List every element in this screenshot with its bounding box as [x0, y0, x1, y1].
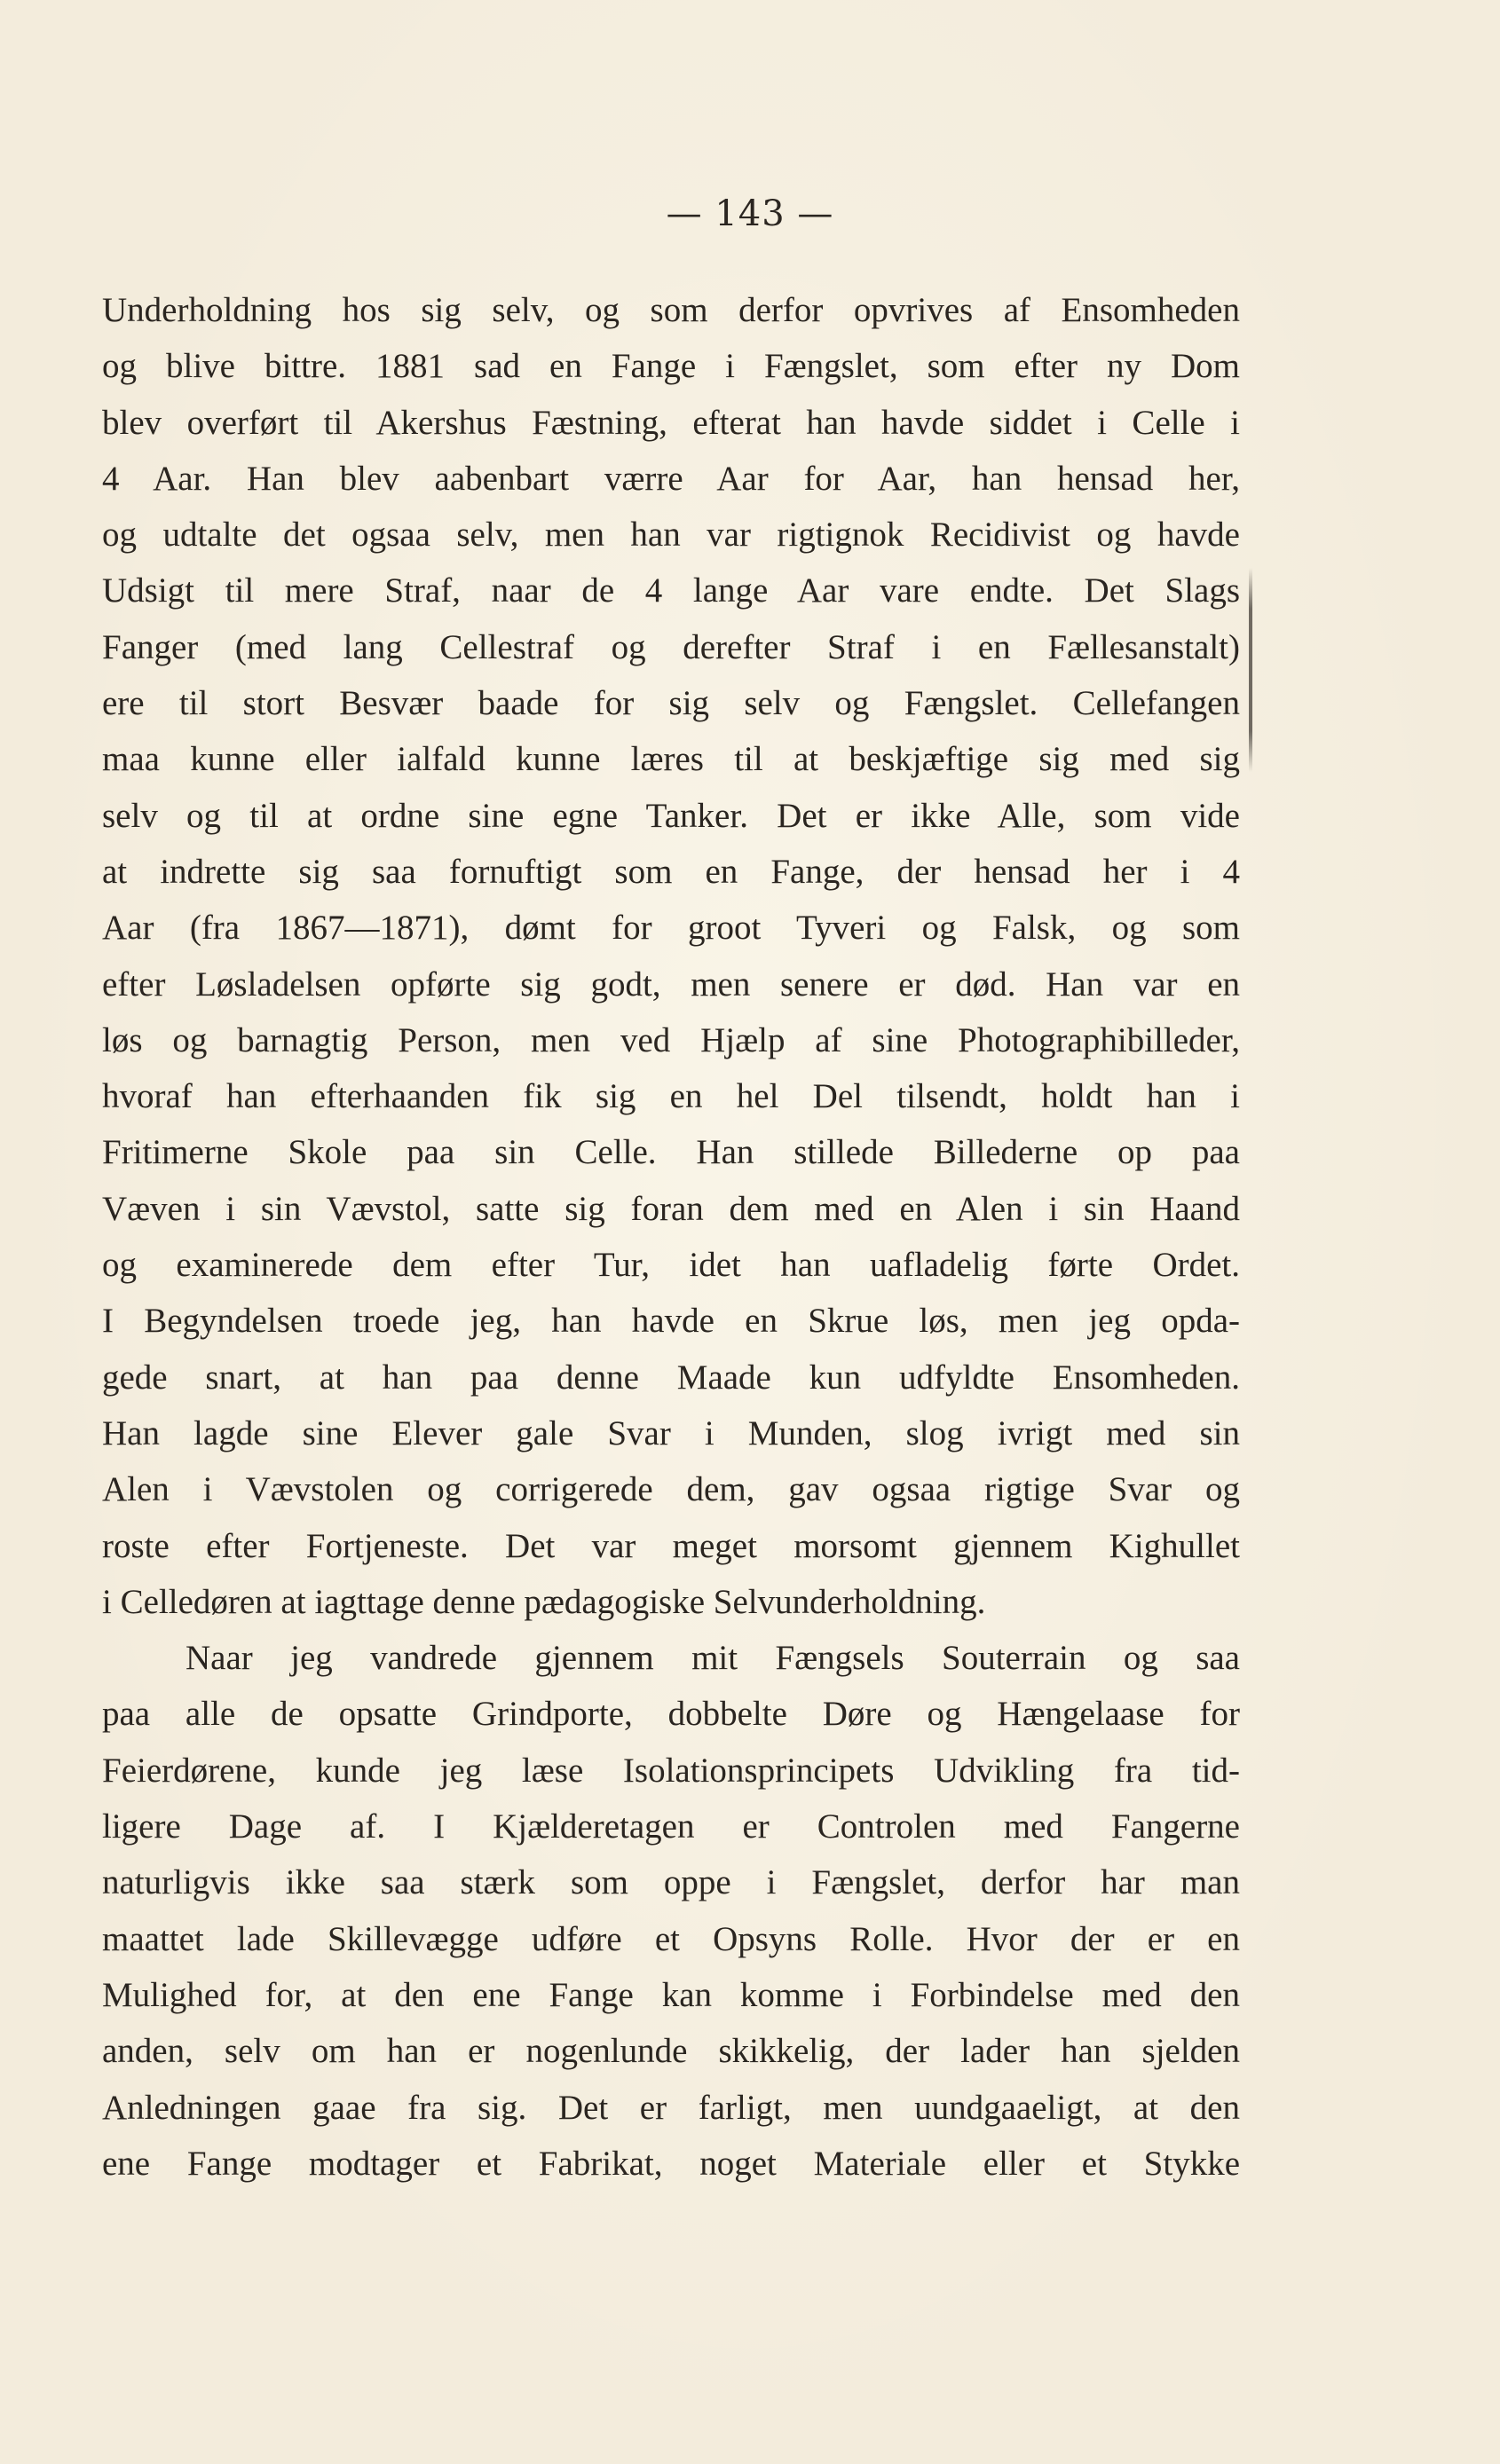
text-line: paa alle de opsatte Grindporte, dobbelte Døre og Hængelaase for [102, 1695, 1240, 1734]
text-line: Væven i sin Vævstol, satte sig foran dem med en Alen i sin Haand [102, 1189, 1240, 1228]
text-line: Feierdørene, kunde jeg læse Isolationsprincipets Udvikling fra tid- [102, 1751, 1240, 1790]
text-line: Aar (fra 1867—1871), dømt for groot Tyveri og Falsk, og som [102, 909, 1240, 948]
text-line: selv og til at ordne sine egne Tanker. Det er ikke Alle, som vide [102, 796, 1240, 835]
text-line: Udsigt til mere Straf, naar de 4 lange Aar vare endte. Det Slags [102, 571, 1240, 610]
text-line: 4 Aar. Han blev aabenbart værre Aar for Aar, han hensad her, [102, 459, 1240, 498]
text-line: Han lagde sine Elever gale Svar i Munden, slog ivrigt med sin [102, 1413, 1240, 1452]
text-line: i Celledøren at iagttage denne pædagogiske Selvunderholdning. [102, 1582, 986, 1621]
text-line: ere til stort Besvær baade for sig selv og Fængslet. Cellefangen [102, 684, 1240, 723]
page-number: — 143 — [666, 193, 834, 234]
text-line-paragraph-start: Naar jeg vandrede gjennem mit Fængsels Souterrain og saa [186, 1639, 1240, 1678]
text-line: anden, selv om han er nogenlunde skikkelig, der lader han sjelden [102, 2032, 1240, 2071]
text-line: efter Løsladelsen opførte sig godt, men senere er død. Han var en [102, 964, 1240, 1004]
text-line: gede snart, at han paa denne Maade kun udfyldte Ensomheden. [102, 1358, 1240, 1397]
text-line: Mulighed for, at den ene Fange kan komme i Forbindelse med den [102, 1975, 1240, 2014]
text-line: roste efter Fortjeneste. Det var meget morsomt gjennem Kighullet [102, 1526, 1240, 1565]
text-line: Anledningen gaae fra sig. Det er farligt, men uundgaaeligt, at den [102, 2088, 1240, 2127]
text-line: Fritimerne Skole paa sin Celle. Han stillede Billederne op paa [102, 1133, 1240, 1172]
text-line: og blive bittre. 1881 sad en Fange i Fængslet, som efter ny Dom [102, 347, 1240, 386]
text-line: Fanger (med lang Cellestraf og derefter Straf i en Fællesanstalt) [102, 627, 1240, 666]
text-line: maattet lade Skillevægge udføre et Opsyns Rolle. Hvor der er en [102, 1919, 1240, 1958]
text-line: og examinerede dem efter Tur, idet han uafladelig førte Ordet. [102, 1246, 1240, 1285]
text-line: blev overført til Akershus Fæstning, efterat han havde siddet i Celle i [102, 403, 1240, 442]
text-line: I Begyndelsen troede jeg, han havde en Skrue løs, men jeg opda- [102, 1302, 1240, 1341]
text-line: og udtalte det ogsaa selv, men han var rigtignok Recidivist og havde [102, 516, 1240, 555]
text-line: at indrette sig saa fornuftigt som en Fange, der hensad her i 4 [102, 852, 1240, 891]
text-line: hvoraf han efterhaanden fik sig en hel Del tilsendt, holdt han i [102, 1077, 1240, 1116]
text-line: Alen i Vævstolen og corrigerede dem, gav ogsaa rigtige Svar og [102, 1470, 1240, 1509]
text-line: naturligvis ikke saa stærk som oppe i Fængslet, derfor har man [102, 1863, 1240, 1902]
body-text [102, 282, 1240, 2192]
text-line: ene Fange modtager et Fabrikat, noget Materiale eller et Stykke [102, 2144, 1240, 2183]
text-line: ligere Dage af. I Kjælderetagen er Controlen med Fangerne [102, 1807, 1240, 1846]
margin-bleed-mark [1249, 568, 1252, 772]
text-line: Underholdning hos sig selv, og som derfor opvrives af Ensomheden [102, 291, 1240, 329]
text-line: løs og barnagtig Person, men ved Hjælp af sine Photographibilleder, [102, 1020, 1240, 1059]
text-line: maa kunne eller ialfald kunne læres til at beskjæftige sig med sig [102, 740, 1240, 779]
